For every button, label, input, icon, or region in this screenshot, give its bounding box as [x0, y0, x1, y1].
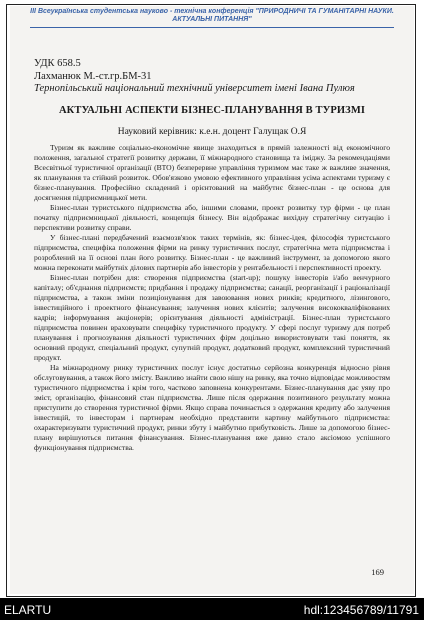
header-line-2: АКТУАЛЬНІ ПИТАННЯ": [172, 16, 252, 23]
repository-footer: [0, 598, 424, 620]
handle-identifier[interactable]: hdl:123456789/11791: [303, 603, 419, 617]
paragraph: Бізнес-план туристського підприємства або, іншими словами, проект розвитку тур фірми - це план початку підприємницької діяльності, концепція бізнесу. Він відображає вихідну стратегічну ситуацію і перспективи розвитку справи.: [34, 203, 390, 232]
page-number: 169: [371, 567, 384, 577]
affiliation: Тернопільський національний технічний університет імені Івана Пулюя: [34, 83, 355, 94]
paragraph: Бізнес-план потрібен для: створення підприємства (start-up); пошуку інвесторів і/або венчурного капіталу; об'єднання підприємств; придбання і продажу підприємства; санації, реорганізації і раціоналізації підприємства, а також зміни позиціонування для завоювання нових ринків; кредитного, лізингового, інвестиційного і проектного фінансування; залучення нових клієнтів; залучення висококваліфікованих кадрів; інформування акціонерів; орієнтування діяльності адміністрації. Бізнес-план туристського підприємства повинен враховувати специфіку туристичного продукту. У сфері послуг туризму для потреб планування і прогнозування діяльності туристичних фірм доцільно використовувати такі поняття, як основний продукт, спеціальний продукт, супутній продукт, додатковий продукт, комплексний туристичний продукт.: [34, 273, 390, 362]
article-title: АКТУАЛЬНІ АСПЕКТИ БІЗНЕС-ПЛАНУВАННЯ В ТУРИЗМІ: [58, 105, 366, 116]
scientific-advisor: Науковий керівник: к.е.н. доцент Галущак О.Я: [117, 127, 307, 137]
document-page: [10, 6, 414, 594]
udc-code: УДК 658.5: [34, 58, 81, 69]
repository-name: ELARTU: [4, 603, 52, 617]
header-line-1: ІІІ Всеукраїнська студентська науково - технічна конференція "ПРИРОДНИЧІ ТА ГУМАНІТАРНІ НАУКИ.: [30, 8, 394, 15]
header-divider: [30, 27, 394, 28]
article-meta: [34, 58, 355, 96]
paragraph: Туризм як важливе соціально-економічне явище знаходиться в прямій залежності від економічного положення, загальної стратегії розвитку держави, її міжнародного становища та іміджу. За рекомендаціями Всесвітньої туристичної організації (ВТО) безперервне управління туризмом має таке ж важливе значення, як планування та стійкий розвиток. Обов'язково умовою ефективного управління усіма аспектами туризму є бізнес-планування. Професійно складений і орієнтований на майбутнє бізнес-план - це основа для досягнення підприємницької мети.: [34, 143, 390, 202]
conference-header: [10, 8, 414, 24]
paragraph: У бізнес-плані передбачений взаємозв'язок таких термінів, як: бізнес-ідея, філософія туристського підприємства, специфіка положення фірми на ринку туристичних послуг, стратегічна мета підприємства і розроблений на її основі план його розвитку. Бізнес-план - це важливий інструмент, за допомогою якого можна переконати майбутніх ділових партнерів або інвесторів у рентабельності і перспективності проекту.: [34, 233, 390, 272]
paragraph: На міжнародному ринку туристичних послуг існує достатньо серйозна конкуренція відносно рівня обслуговування, а також його змісту. Важливо знайти свою нішу на ринку, яка точно відповідає можливостям туристичного підприємства і крім того, частково заповнена конкурентами. Бізнес-планування дає уяву про зміст, організацію, фінансовий стан підприємства. Лише після одержання позитивного результату можна приступити до створення туристичної фірми. Якщо справа починається з одержання кредиту або залучення інвестицій, то інвесторам і партнерам необхідно представити картину майбутнього підприємства: охарактеризувати туристичний продукт, ринки збуту і майбутню прибутковість. Лише за допомогою бізнес-плану вирішуються питання фінансування. Бізнес-планування вже давно стало аксіомою успішного функціонування підприємства.: [34, 363, 390, 452]
article-body: [34, 143, 390, 453]
author-line: Лахманюк М.-ст.гр.БМ-31: [34, 70, 152, 82]
